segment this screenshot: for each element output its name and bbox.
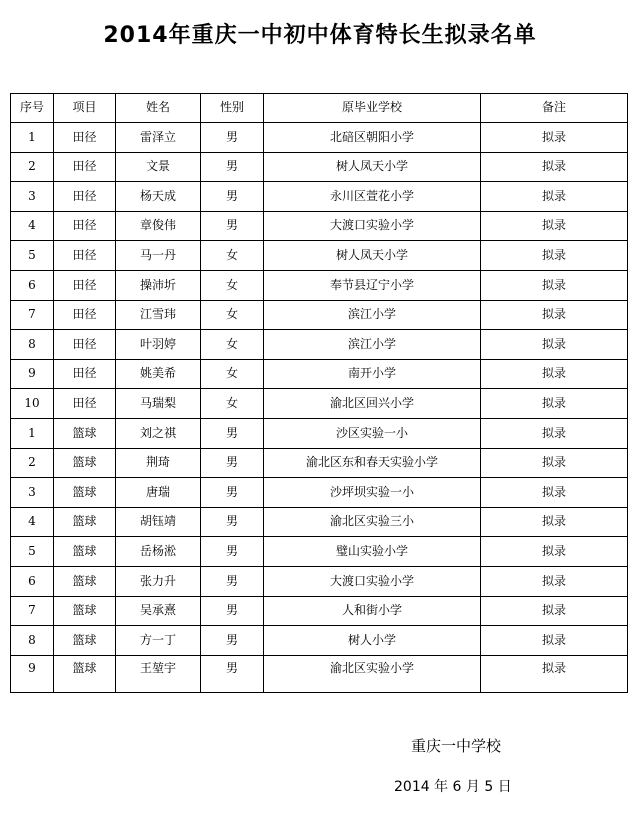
- cell-school: 南开小学: [264, 359, 481, 389]
- cell-school: 树人小学: [264, 626, 481, 656]
- cell-index: 3: [11, 478, 54, 508]
- cell-index: 2: [11, 152, 54, 182]
- cell-remark: 拟录: [481, 123, 628, 153]
- cell-event: 田径: [54, 123, 116, 153]
- cell-event: 田径: [54, 359, 116, 389]
- cell-school: 渝北区实验三小: [264, 507, 481, 537]
- cell-gender: 男: [201, 418, 264, 448]
- cell-name: 荆琦: [116, 448, 201, 478]
- table-body: [11, 123, 628, 693]
- cell-gender: 男: [201, 626, 264, 656]
- table-row: [11, 330, 628, 360]
- table-row: [11, 566, 628, 596]
- cell-school: 人和街小学: [264, 596, 481, 626]
- table-row: [11, 123, 628, 153]
- cell-index: 10: [11, 389, 54, 419]
- document-title: 2014年重庆一中初中体育特长生拟录名单: [103, 23, 537, 48]
- cell-name: 姚美希: [116, 359, 201, 389]
- cell-name: 江雪玮: [116, 300, 201, 330]
- cell-index: 8: [11, 330, 54, 360]
- roster-table: [10, 93, 628, 693]
- cell-remark: 拟录: [481, 152, 628, 182]
- cell-index: 8: [11, 626, 54, 656]
- table-row: [11, 241, 628, 271]
- cell-name: 吴承熹: [116, 596, 201, 626]
- cell-event: 田径: [54, 241, 116, 271]
- cell-index: 5: [11, 537, 54, 567]
- cell-school: 树人凤天小学: [264, 152, 481, 182]
- cell-school: 渝北区回兴小学: [264, 389, 481, 419]
- cell-remark: 拟录: [481, 566, 628, 596]
- cell-remark: 拟录: [481, 241, 628, 271]
- cell-school: 北碚区朝阳小学: [264, 123, 481, 153]
- cell-gender: 女: [201, 270, 264, 300]
- table-row: [11, 152, 628, 182]
- cell-remark: 拟录: [481, 389, 628, 419]
- cell-event: 篮球: [54, 626, 116, 656]
- cell-school: 永川区萱花小学: [264, 182, 481, 212]
- cell-event: 田径: [54, 182, 116, 212]
- cell-school: 渝北区实验小学: [264, 655, 481, 692]
- cell-gender: 男: [201, 566, 264, 596]
- cell-index: 6: [11, 270, 54, 300]
- cell-event: 田径: [54, 330, 116, 360]
- cell-event: 田径: [54, 152, 116, 182]
- cell-index: 7: [11, 300, 54, 330]
- header-remark: 备注: [481, 94, 628, 123]
- cell-school: 沙区实验一小: [264, 418, 481, 448]
- table-row: [11, 448, 628, 478]
- cell-school: 渝北区东和春天实验小学: [264, 448, 481, 478]
- cell-event: 田径: [54, 270, 116, 300]
- cell-name: 刘之祺: [116, 418, 201, 448]
- cell-name: 杨天成: [116, 182, 201, 212]
- cell-name: 王堃宇: [116, 655, 201, 692]
- cell-index: 1: [11, 418, 54, 448]
- cell-remark: 拟录: [481, 211, 628, 241]
- cell-index: 9: [11, 655, 54, 692]
- cell-event: 篮球: [54, 596, 116, 626]
- cell-name: 叶羽婷: [116, 330, 201, 360]
- table-row: [11, 537, 628, 567]
- cell-event: 篮球: [54, 566, 116, 596]
- cell-remark: 拟录: [481, 359, 628, 389]
- cell-gender: 男: [201, 123, 264, 153]
- cell-event: 篮球: [54, 418, 116, 448]
- cell-school: 沙坪坝实验一小: [264, 478, 481, 508]
- table-row: [11, 478, 628, 508]
- table-row: [11, 270, 628, 300]
- header-gender: 性别: [201, 94, 264, 123]
- cell-event: 田径: [54, 300, 116, 330]
- cell-event: 篮球: [54, 507, 116, 537]
- cell-gender: 女: [201, 300, 264, 330]
- cell-gender: 男: [201, 655, 264, 692]
- cell-name: 文景: [116, 152, 201, 182]
- cell-event: 篮球: [54, 537, 116, 567]
- cell-gender: 男: [201, 448, 264, 478]
- cell-index: 2: [11, 448, 54, 478]
- table-row: [11, 418, 628, 448]
- cell-gender: 女: [201, 241, 264, 271]
- cell-name: 方一丁: [116, 626, 201, 656]
- cell-index: 9: [11, 359, 54, 389]
- cell-remark: 拟录: [481, 300, 628, 330]
- table-row: [11, 389, 628, 419]
- cell-name: 马瑞梨: [116, 389, 201, 419]
- cell-gender: 女: [201, 330, 264, 360]
- cell-remark: 拟录: [481, 596, 628, 626]
- cell-remark: 拟录: [481, 418, 628, 448]
- cell-remark: 拟录: [481, 270, 628, 300]
- cell-remark: 拟录: [481, 478, 628, 508]
- cell-name: 章俊伟: [116, 211, 201, 241]
- header-event: 项目: [54, 94, 116, 123]
- cell-index: 4: [11, 211, 54, 241]
- cell-remark: 拟录: [481, 655, 628, 692]
- cell-name: 雷泽立: [116, 123, 201, 153]
- cell-remark: 拟录: [481, 448, 628, 478]
- cell-index: 4: [11, 507, 54, 537]
- cell-school: 滨江小学: [264, 300, 481, 330]
- header-name: 姓名: [116, 94, 201, 123]
- cell-index: 1: [11, 123, 54, 153]
- header-index: 序号: [11, 94, 54, 123]
- cell-name: 张力升: [116, 566, 201, 596]
- cell-gender: 女: [201, 359, 264, 389]
- cell-name: 唐瑞: [116, 478, 201, 508]
- cell-index: 6: [11, 566, 54, 596]
- table-row: [11, 300, 628, 330]
- cell-school: 树人凤天小学: [264, 241, 481, 271]
- cell-remark: 拟录: [481, 182, 628, 212]
- cell-event: 田径: [54, 389, 116, 419]
- cell-index: 5: [11, 241, 54, 271]
- cell-gender: 男: [201, 478, 264, 508]
- cell-gender: 男: [201, 537, 264, 567]
- cell-event: 篮球: [54, 478, 116, 508]
- cell-event: 田径: [54, 211, 116, 241]
- cell-gender: 男: [201, 596, 264, 626]
- signature-date: 2014 年 6 月 5 日: [394, 779, 512, 795]
- table-row: [11, 507, 628, 537]
- cell-remark: 拟录: [481, 537, 628, 567]
- cell-event: 篮球: [54, 448, 116, 478]
- cell-gender: 女: [201, 389, 264, 419]
- cell-school: 滨江小学: [264, 330, 481, 360]
- cell-remark: 拟录: [481, 330, 628, 360]
- table-row: [11, 626, 628, 656]
- cell-school: 璧山实验小学: [264, 537, 481, 567]
- cell-school: 奉节县辽宁小学: [264, 270, 481, 300]
- table-header-row: [11, 94, 628, 123]
- table-row: [11, 596, 628, 626]
- table-row: [11, 359, 628, 389]
- cell-remark: 拟录: [481, 626, 628, 656]
- table-row: [11, 211, 628, 241]
- cell-name: 胡钰靖: [116, 507, 201, 537]
- cell-gender: 男: [201, 152, 264, 182]
- cell-event: 篮球: [54, 655, 116, 692]
- table-row: [11, 182, 628, 212]
- table-row: [11, 655, 628, 692]
- cell-name: 操沛圻: [116, 270, 201, 300]
- header-school: 原毕业学校: [264, 94, 481, 123]
- cell-name: 马一丹: [116, 241, 201, 271]
- cell-name: 岳杨淞: [116, 537, 201, 567]
- cell-index: 7: [11, 596, 54, 626]
- cell-index: 3: [11, 182, 54, 212]
- cell-remark: 拟录: [481, 507, 628, 537]
- cell-gender: 男: [201, 507, 264, 537]
- cell-school: 大渡口实验小学: [264, 566, 481, 596]
- cell-gender: 男: [201, 211, 264, 241]
- cell-school: 大渡口实验小学: [264, 211, 481, 241]
- signature-school: 重庆一中学校: [411, 737, 502, 755]
- cell-gender: 男: [201, 182, 264, 212]
